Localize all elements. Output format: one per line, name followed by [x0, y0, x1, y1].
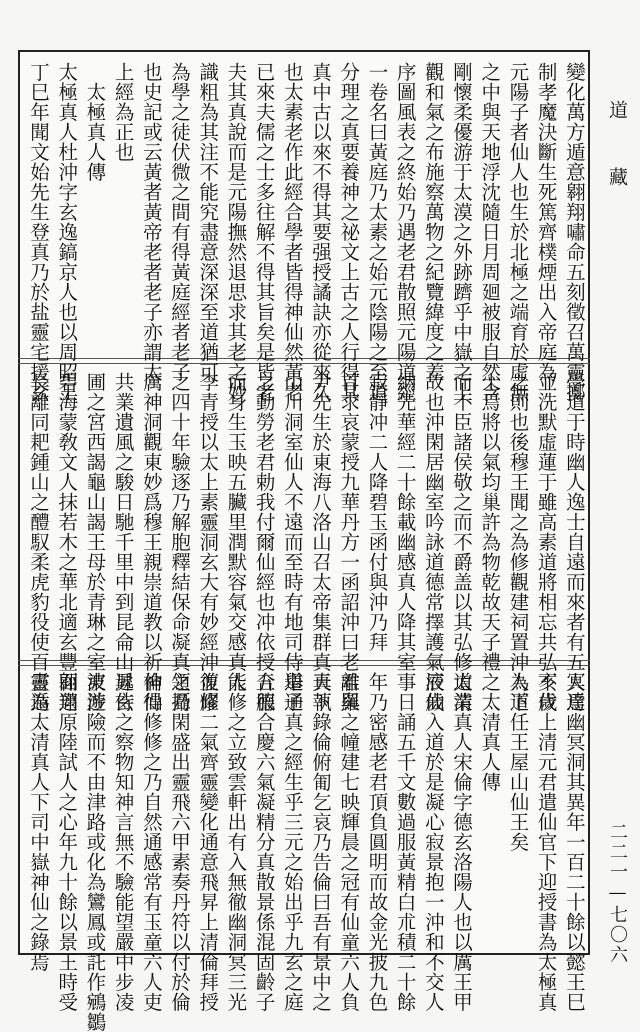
text-column: 寂靜冲二人降碧玉函付與沖乃拜: [365, 372, 389, 652]
text-column: 尹先生於東海八洛山召太帝集群真天下: [309, 372, 333, 712]
text-column: 五德合慶六氣凝精分真散景係混固齡子: [252, 672, 276, 1012]
text-column: 離羅之幢建七映輝晨之冠有仙童六人負: [337, 672, 361, 1012]
text-column: 長離同耙鍾山之醴馭柔虎豹役使百靈遁: [27, 372, 50, 712]
text-column: 並耀二氣齊靈變化通意飛昇上清倫拜授: [196, 672, 220, 1012]
text-column: 遞侍之察物知神言無不驗能望嚴中步凌: [111, 672, 135, 1012]
text-column: 之中與天地浮沈隨日月周廻被服自然含: [478, 62, 502, 402]
text-column: 人下任王屋山仙王矣: [506, 672, 530, 852]
text-column: 制孝魔決斷生死篤齊樸煙出入帝庭為: [534, 62, 558, 382]
text-column: 共業遺風之駿日馳千里中到昆侖山昇玄: [111, 372, 135, 712]
text-column: 觀和氣之布施察萬物之紀覽緯度之差: [421, 62, 445, 382]
text-column: 書為太清真人下司中嶽神仙之錄焉: [27, 672, 50, 972]
text-column: 也太素老作此經合學者皆得神仙然黃老: [280, 62, 304, 402]
text-column: 翱翔原陸試人之心年九十餘以景王時受: [55, 672, 79, 1012]
text-column: 識粗為其注不能究盡意深深至道猶可: [196, 62, 220, 382]
text-column: 夫其真說而是元陽撫然退思求其老之妙: [224, 62, 248, 402]
text-column: 碧海蒙敎文人抹若木之華北適玄豐面邁: [55, 372, 79, 712]
text-column: 而身生玉映五臟里潤默容氣交感真人: [224, 372, 248, 692]
text-column: 納先華經二十餘載幽感真人降其室: [393, 372, 417, 672]
text-column: 之則也後穆王聞之為修觀建祠置沖為道: [506, 372, 530, 712]
text-register-3: [27, 672, 586, 1032]
text-column: 士焉將以氣均巢許為物乾故天子禮之: [478, 372, 502, 692]
text-column: 之動勞老君勅我付爾仙經也冲依授合服: [252, 372, 276, 712]
text-column: 序圖風表之終始乃遇老君散照元陽道經: [393, 62, 417, 402]
text-column: 為學之徒伏微之間有得黃庭經者老子: [168, 62, 192, 382]
text-column: 太清真人宋倫字德玄洛陽人也以厲王甲: [450, 672, 474, 1012]
section-title: 太極真人傳: [83, 82, 107, 182]
text-column: 並洗默虛蓮于雖高素道將相忘共弘不伐: [534, 372, 558, 712]
text-column: 而不臣諸侯敬之而不爵盖以其弘修道業: [450, 372, 474, 712]
text-register-1: [27, 62, 586, 402]
text-column: 元陽子者仙人也生於北極之端育於虛無: [506, 62, 530, 402]
text-column: 山川洞室仙人不遠而至時有地司侍舉子: [280, 372, 304, 712]
text-column: 上經為正也: [111, 62, 135, 162]
text-column: 首求哀蒙授九華丹方一函詔沖曰老君與: [337, 372, 361, 712]
register-divider: [18, 358, 590, 364]
text-column: 辰歲入道於是凝心寂景抱一沖和不交人: [421, 672, 445, 1012]
text-column: 圃之宮西謁龜山謁王母於青琳之室東遊: [83, 372, 107, 712]
margin-title: 道藏: [606, 100, 628, 234]
text-column: 厲神洞觀東妙爲穆王親崇道教以祈神仙: [139, 372, 163, 712]
text-column: 也史記或云黃者黃帝老者老子亦謂太: [139, 62, 163, 382]
text-column: 已來夫儒之士多往解不得其旨矣是皆老: [252, 62, 276, 402]
text-column: 能修之立致雲軒出有入無徹幽洞冥三光: [224, 672, 248, 1012]
page-number: 二二一—七〇六: [607, 822, 628, 965]
text-column: 冥達幽冥洞其異年一百二十餘以懿王巳: [562, 672, 586, 1012]
section-title: 太清真人傳: [478, 692, 502, 792]
text-column: 之乃閑盛出靈飛六甲素奏丹符以付於倫: [168, 672, 192, 1012]
text-column: 太極真人杜沖字玄逸鎬京人也以周昭王: [55, 62, 79, 402]
text-column: 分理之真要養神之祕文上古之人行得其: [337, 62, 361, 402]
text-column: 學道于時幽人逸士自遠而來者有五人焉: [562, 372, 586, 712]
text-column: 道通真之經生乎三元之始出乎九玄之庭: [280, 672, 304, 1012]
text-column: 真中古以來不得其要强授譎訣亦從來久: [309, 62, 333, 402]
text-column: 倫得修修之乃自然通感常有玉童六人吏: [139, 672, 163, 1012]
text-column: 亥歲上清元君遣仙官下迎授書為太極真: [534, 672, 558, 1012]
text-register-2: [27, 372, 586, 712]
text-column: 故也沖閑居幽室吟詠道德常擇護氣液仙: [421, 372, 445, 712]
text-column: 變化萬方遁意翱翔嘯命五刻徵召萬靈擲: [562, 62, 586, 402]
text-column: 波涉險而不由津路或化為鸞鳳或託作鵷鶵: [83, 672, 107, 1032]
text-column: 真執錄倫俯匍乞哀乃告倫曰吾有景中之: [309, 672, 333, 1012]
text-column: 剛懷柔優游于太漠之外跡躋乎中嶽之上: [450, 62, 474, 402]
text-column: 李青授以太上素靈洞玄大有妙經沖復修: [196, 372, 220, 712]
text-column: 一卷名曰黃庭乃太素之始元陰陽之至道: [365, 62, 389, 402]
text-column: 年乃密感老君頂負圓明而故金光披九色: [365, 672, 389, 1012]
text-column: 丁巳年聞文始先生登真乃於盐靈宅援玄: [27, 62, 50, 402]
text-column: 之四十年驗逐乃解胞釋結保命凝真領攝: [168, 372, 192, 712]
text-column: 事日誦五千文數過服黃精白朮積二十餘: [393, 672, 417, 1012]
